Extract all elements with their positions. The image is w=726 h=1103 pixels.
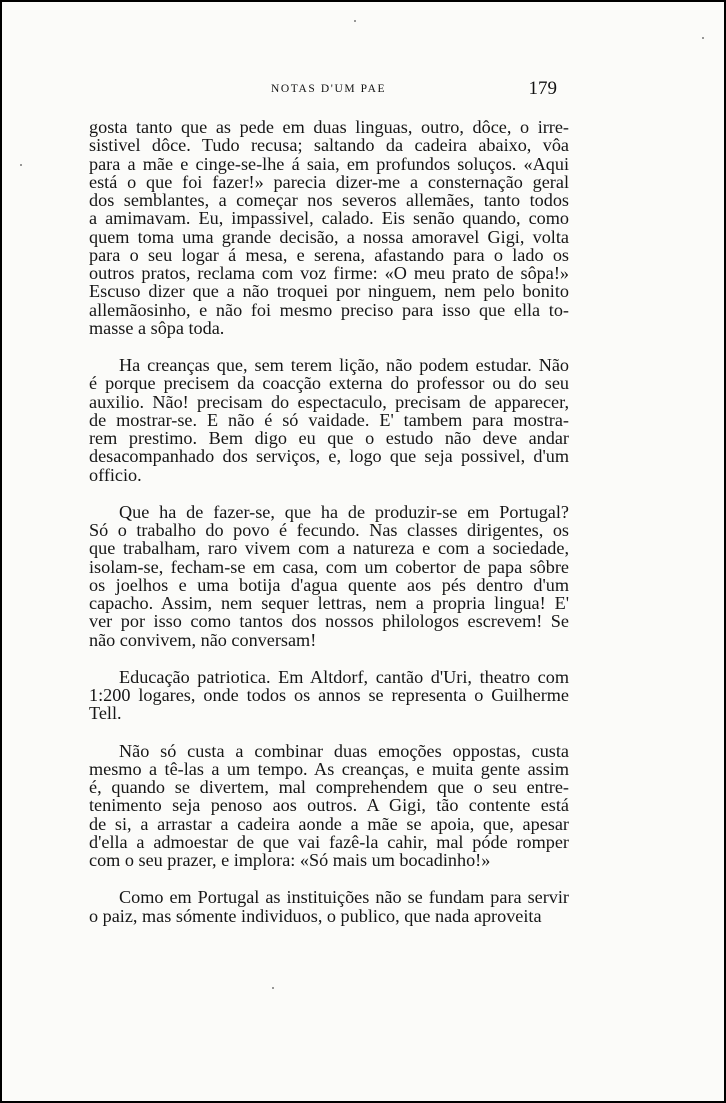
text-line: com o seu prazer, e implora: «Só mais um bocadinho!» <box>89 850 491 870</box>
text-line: Tell. <box>89 703 122 724</box>
text-line: outros pratos, reclama com voz firme: «O meu prato de sôpa!» <box>89 263 569 283</box>
page-number: 179 <box>528 78 557 99</box>
text-line: de si, a arrastar a cadeira aonde a mãe se apoia, que, apesar <box>89 813 569 834</box>
text-line: não convivem, não conversam! <box>89 629 317 650</box>
text-line: está o que foi fazer!» parecia dizer-me a consternação geral <box>89 171 569 192</box>
paragraph <box>89 888 569 925</box>
print-speck <box>354 20 356 22</box>
text-line: os joelhos e uma botija d'agua quente aos pés dentro d'um <box>89 574 569 595</box>
text-line: ver por isso como tantos dos nossos philologos escrevem! Se <box>89 611 569 632</box>
text-line: Só o trabalho do povo é fecundo. Nas classes dirigentes, os <box>89 520 569 540</box>
text-line: mesmo a tê-las a um tempo. As creanças, e muita gente assim <box>89 758 569 779</box>
text-line: é porque precisem da coacção externa do professor ou do seu <box>89 373 569 394</box>
text-line: a amimavam. Eu, impassivel, calado. Eis senão quando, como <box>89 208 569 229</box>
print-speck <box>272 987 274 989</box>
print-speck <box>20 164 22 166</box>
text-line: capacho. Assim, nem sequer lettras, nem a propria lingua! E' <box>89 593 569 613</box>
text-line: Como em Portugal as instituições não se fundam para servir <box>119 887 569 908</box>
text-line: officio. <box>89 464 142 485</box>
text-line: sistivel dôce. Tudo recusa; saltando da cadeira abaixo, vôa <box>89 135 569 156</box>
text-line: Educação patriotica. Em Altdorf, cantão d'Uri, theatro com <box>119 666 569 687</box>
text-line: rem prestimo. Bem digo eu que o estudo não deve andar <box>89 428 569 448</box>
text-line: allemãosinho, e não foi mesmo preciso para isso que ella to- <box>89 299 569 320</box>
text-line: Escuso dizer que a não troquei por ninguem, nem pelo bonito <box>89 281 569 302</box>
print-speck <box>702 37 704 39</box>
text-line: Que ha de fazer-se, que ha de produzir-se em Portugal? <box>119 501 569 522</box>
text-line: isolam-se, fecham-se em casa, com um cobertor de papa sôbre <box>89 556 569 577</box>
text-line: masse a sôpa toda. <box>89 317 225 338</box>
body-text <box>89 118 569 944</box>
text-line: 1:200 logares, onde todos os annos se representa o Guilherme <box>89 685 569 705</box>
text-line: Não só custa a combinar duas emoções oppostas, custa <box>119 740 569 761</box>
text-line: dos semblantes, a começar nos severos allemães, tanto todos <box>89 190 569 210</box>
text-line: de mostrar-se. E não é só vaidade. E' tambem para mostra- <box>89 409 569 430</box>
text-line: é, quando se divertem, mal comprehendem que o seu entre- <box>89 777 569 797</box>
text-line: gosta tanto que as pede em duas linguas, outro, dôce, o irre- <box>89 117 569 137</box>
paragraph <box>89 356 569 484</box>
text-line: para o seu logar á mesa, e serena, afastando para o lado os <box>89 244 569 265</box>
paragraph <box>89 118 569 337</box>
text-line: Ha creanças que, sem terem lição, não podem estudar. Não <box>119 355 569 375</box>
paragraph <box>89 668 569 723</box>
page-header <box>89 78 569 102</box>
text-line: que trabalham, raro vivem com a natureza e com a sociedade, <box>89 538 569 559</box>
text-line: quem toma uma grande decisão, a nossa amoravel Gigi, volta <box>89 226 569 247</box>
text-line: d'ella a admoestar de que vai fazê-la cahir, mal póde romper <box>89 831 569 852</box>
text-line: o paiz, mas sómente individuos, o publico, que nada aproveita <box>89 905 542 926</box>
text-line: tenimento seja penoso aos outros. A Gigi, tão contente está <box>89 795 569 816</box>
running-title: NOTAS D'UM PAE <box>271 83 387 95</box>
text-line: para a mãe e cinge-se-lhe á saia, em profundos soluços. «Aqui <box>89 153 569 174</box>
paragraph <box>89 503 569 649</box>
text-line: auxilio. Não! precisam do espectaculo, precisam de apparecer, <box>89 391 569 412</box>
text-line: desacompanhado dos serviços, e, logo que seja possivel, d'um <box>89 446 569 467</box>
paragraph <box>89 742 569 870</box>
